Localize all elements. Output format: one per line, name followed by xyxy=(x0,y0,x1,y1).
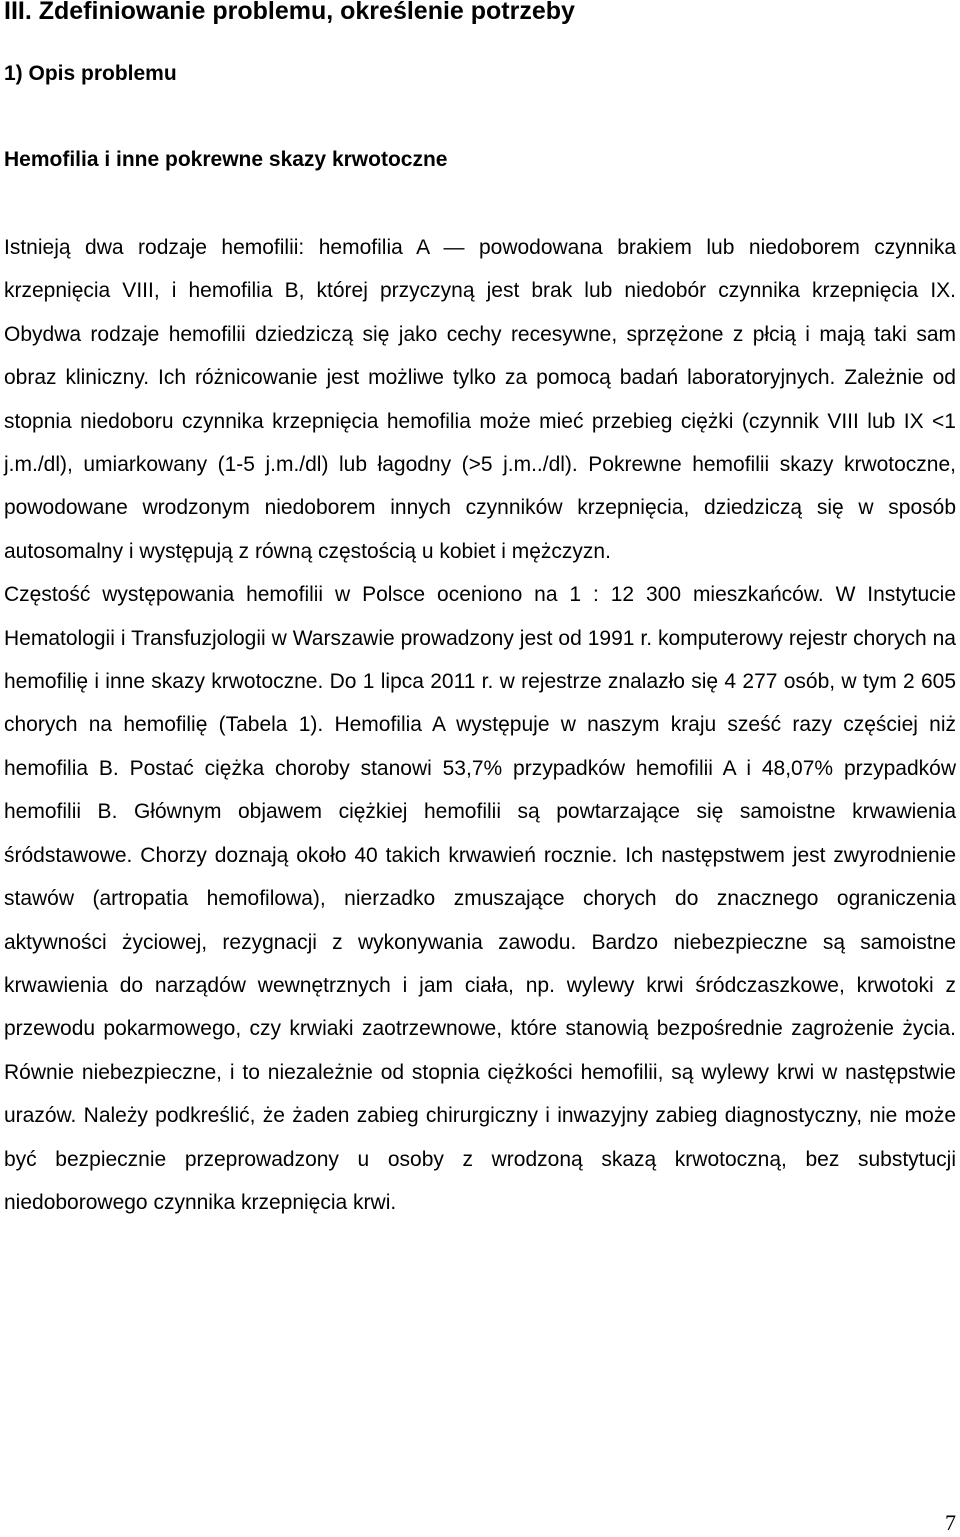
paragraph-hemophilia-types: Istnieją dwa rodzaje hemofilii: hemofilia A — powodowana brakiem lub niedoborem czynnika krzepnięcia VIII, i hemofilia B, której przyczyną jest brak lub niedobór czynnika krzepnięcia IX. Obydwa rodzaje hemofilii dziedziczą się jako cechy recesywne, sprzężone z płcią i mają taki sam obraz kliniczny. Ich różnicowanie jest możliwe tylko za pomocą badań laboratoryjnych. Zależnie od stopnia niedoboru czynnika krzepnięcia hemofilia może mieć przebieg ciężki (czynnik VIII lub IX <1 j.m./dl), umiarkowany (1-5 j.m./dl) lub łagodny (>5 j.m../dl). Pokrewne hemofilii skazy krwotoczne, powodowane wrodzonym niedoborem innych czynników krzepnięcia, dziedziczą się w sposób autosomalny i występują z równą częstością u kobiet i mężczyzn. xyxy=(4,236,956,563)
topic-title: Hemofilia i inne pokrewne skazy krwotoczne xyxy=(4,148,448,171)
page-number: 7 xyxy=(945,1510,956,1535)
section-title: III. Zdefiniowanie problemu, określenie potrzeby xyxy=(4,0,575,25)
subsection-title: 1) Opis problemu xyxy=(4,62,177,85)
body-text xyxy=(4,226,956,1224)
paragraph-hemophilia-poland: Częstość występowania hemofilii w Polsce oceniono na 1 : 12 300 mieszkańców. W Instytucie Hematologii i Transfuzjologii w Warszawie prowadzony jest od 1991 r. komputerowy rejestr chorych na hemofilię i inne skazy krwotoczne. Do 1 lipca 2011 r. w rejestrze znalazło się 4 277 osób, w tym 2 605 chorych na hemofilię (Tabela 1). Hemofilia A występuje w naszym kraju sześć razy częściej niż hemofilia B. Postać ciężka choroby stanowi 53,7% przypadków hemofilii A i 48,07% przypadków hemofilii B. Głównym objawem ciężkiej hemofilii są powtarzające się samoistne krwawienia śródstawowe. Chorzy doznają około 40 takich krwawień rocznie. Ich następstwem jest zwyrodnienie stawów (artropatia hemofilowa), nierzadko zmuszające chorych do znacznego ograniczenia aktywności życiowej, rezygnacji z wykonywania zawodu. Bardzo niebezpieczne są samoistne krwawienia do narządów wewnętrznych i jam ciała, np. wylewy krwi śródczaszkowe, krwotoki z przewodu pokarmowego, czy krwiaki zaotrzewnowe, które stanowią bezpośrednie zagrożenie życia. Równie niebezpieczne, i to niezależnie od stopnia ciężkości hemofilii, są wylewy krwi w następstwie urazów. Należy podkreślić, że żaden zabieg chirurgiczny i inwazyjny zabieg diagnostyczny, nie może być bezpiecznie przeprowadzony u osoby z wrodzoną skazą krwotoczną, bez substytucji niedoborowego czynnika krzepnięcia krwi. xyxy=(4,583,956,1214)
